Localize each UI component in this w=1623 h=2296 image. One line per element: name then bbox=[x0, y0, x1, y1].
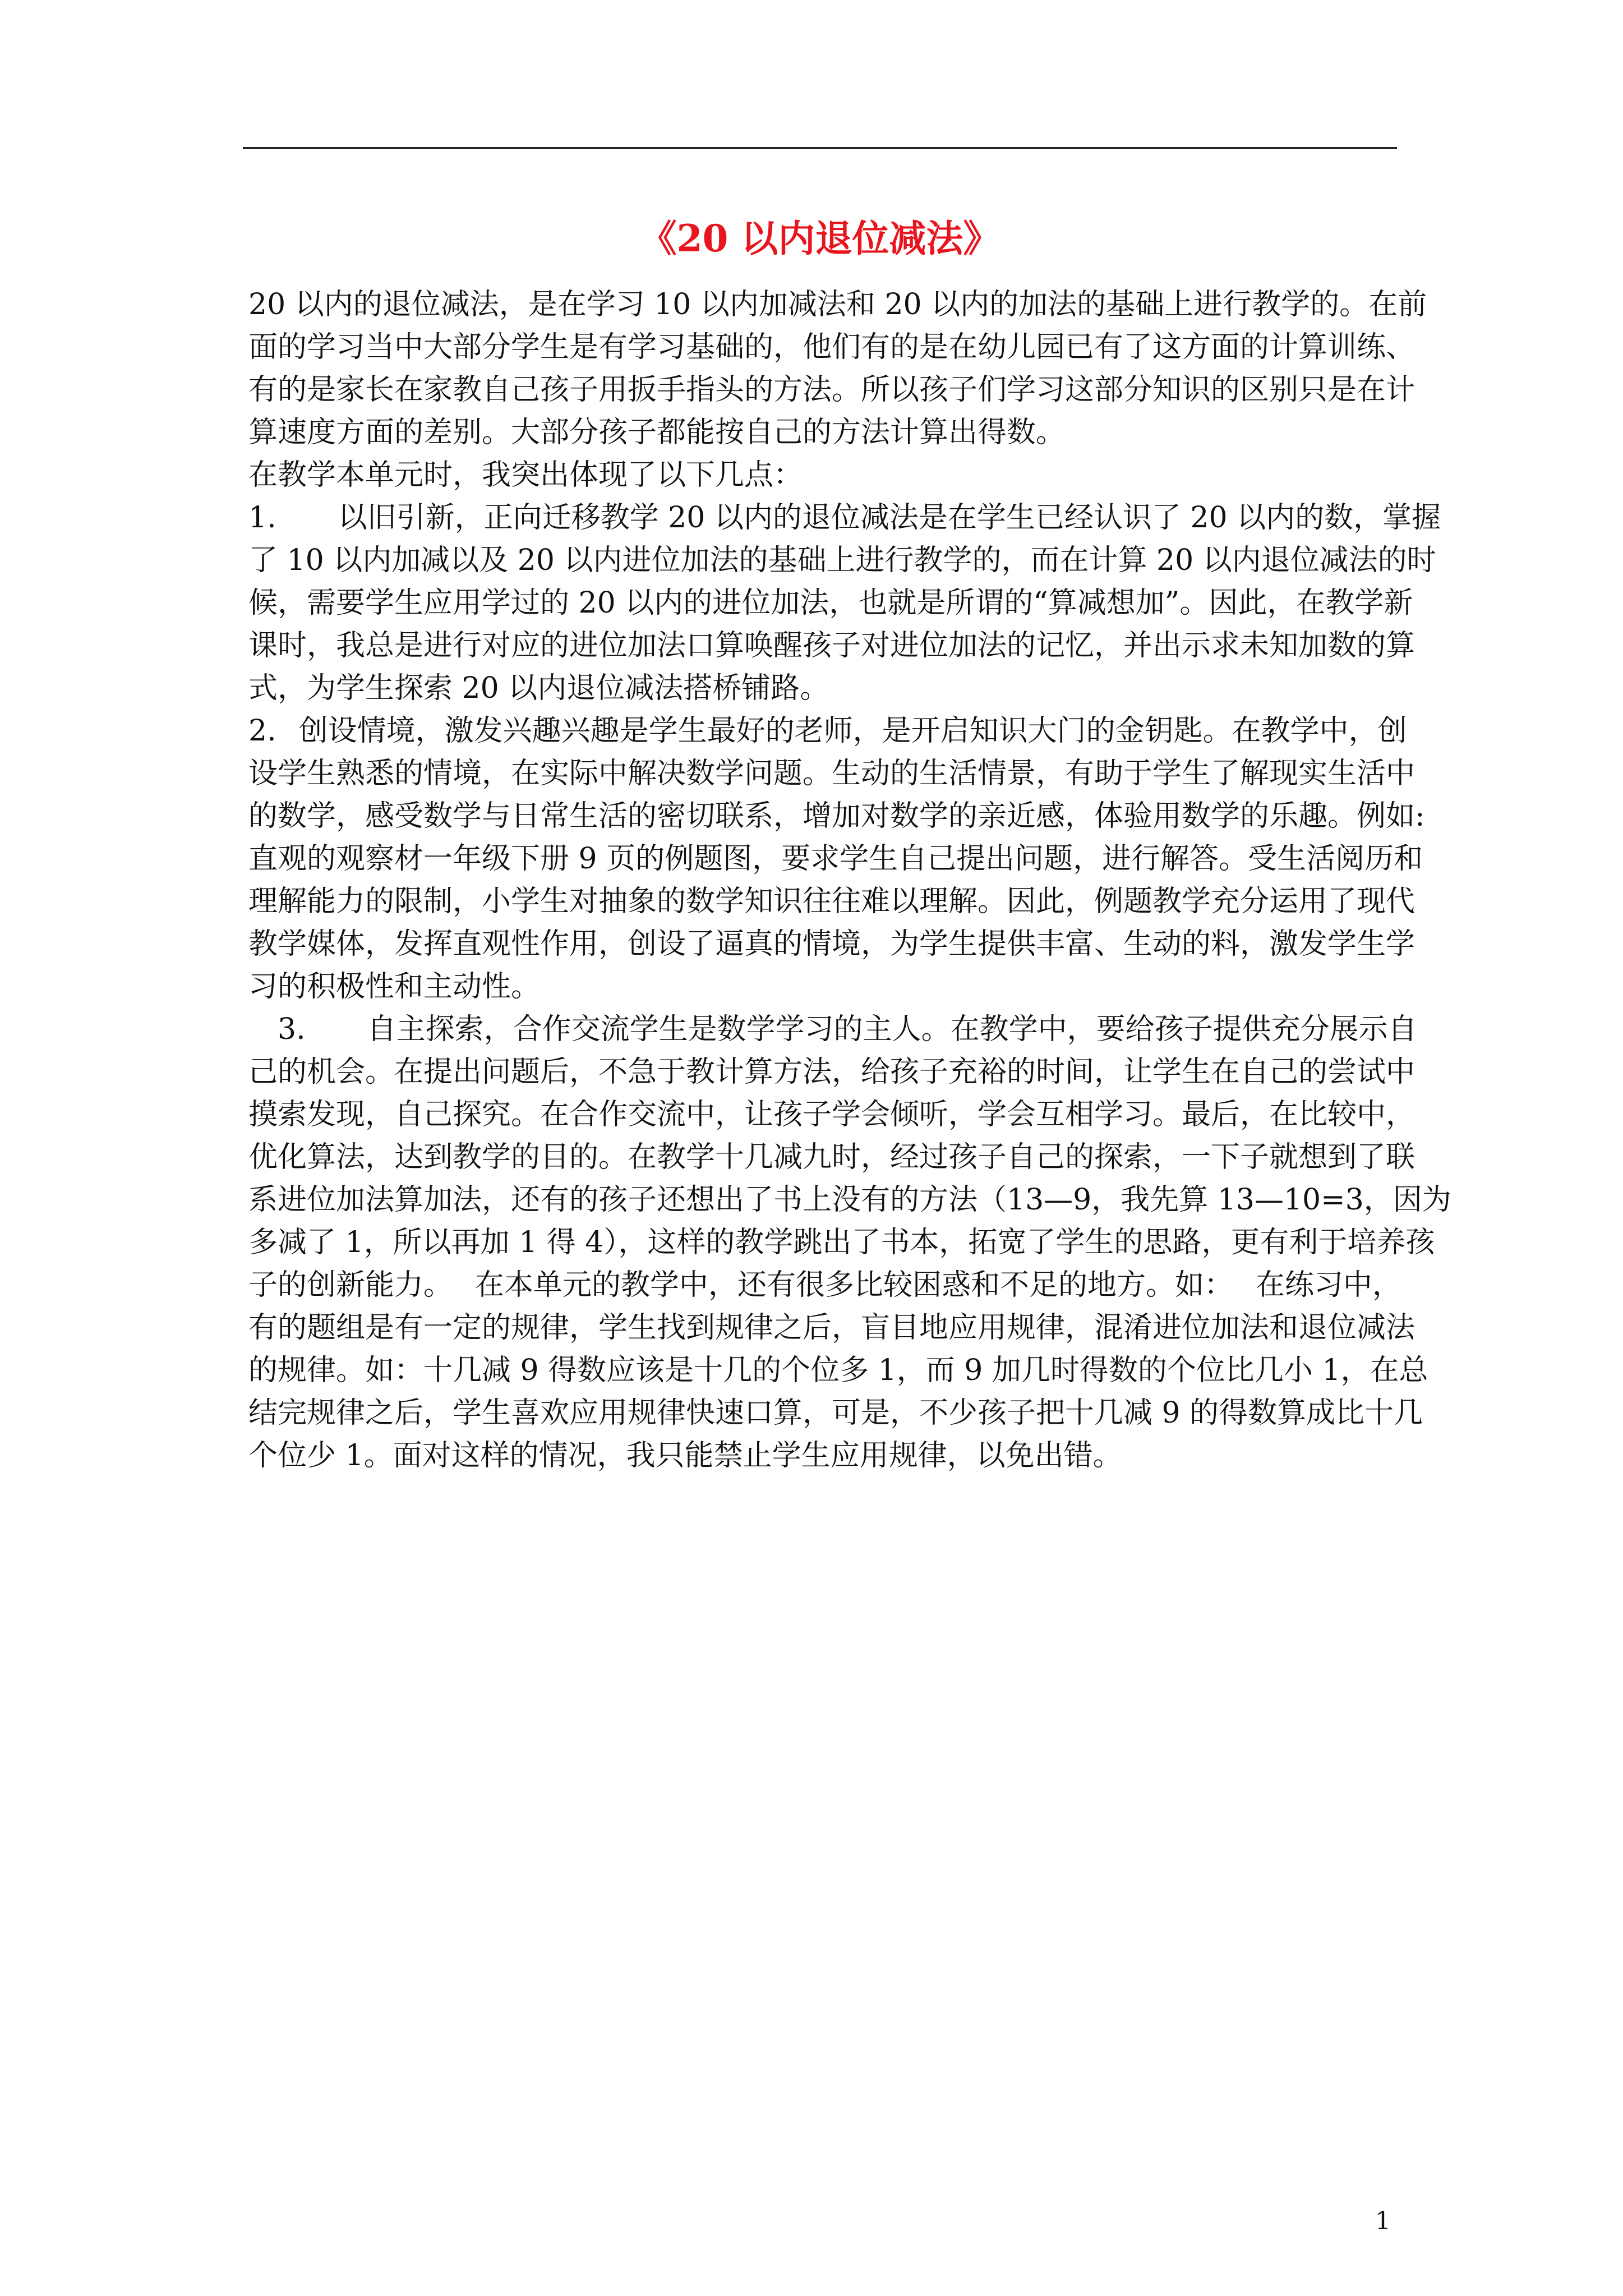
point1-line: 式，为学生探索 20 以内退位减法搭桥铺路。 bbox=[248, 671, 829, 705]
point1-first-line bbox=[248, 496, 1441, 539]
point3-number: 3. bbox=[278, 1013, 306, 1046]
point2-line: 的数学，感受数学与日常生活的密切联系，增加对数学的亲近感，体验用数学的乐趣。例如: bbox=[248, 799, 1425, 833]
document-title: 《20 以内退位减法》 bbox=[639, 217, 1000, 260]
point3-line: 摸索发现，自己探究。在合作交流中，让孩子学会倾听，学会互相学习。最后，在比较中， bbox=[248, 1098, 1415, 1131]
point2-line: 理解能力的限制，小学生对抽象的数学知识往往难以理解。因此，例题教学充分运用了现代 bbox=[248, 885, 1415, 918]
intro-line: 有的是家长在家教自己孩子用扳手指头的方法。所以孩子们学习这部分知识的区别只是在计 bbox=[248, 373, 1415, 407]
point3-line: 多减了 1，所以再加 1 得 4），这样的教学跳出了书本，拓宽了学生的思路，更有利于培养孩 bbox=[248, 1226, 1435, 1259]
page-number: 1 bbox=[1375, 2207, 1391, 2235]
point3-line-part: 在本单元的教学中，还有很多比较困惑和不足的地方。如： bbox=[475, 1268, 1234, 1302]
point2-first-line bbox=[248, 710, 1407, 752]
point2-number: 2. bbox=[248, 714, 276, 748]
point1-line: 以旧引新，正向迁移教学 20 以内的退位减法是在学生已经认识了 20 以内的数，掌握 bbox=[338, 501, 1441, 535]
point3-line: 系进位加法算加法，还有的孩子还想出了书上没有的方法（13—9，我先算 13—10=3，因为 bbox=[248, 1183, 1451, 1217]
point3-line: 的规律。如：十几减 9 得数应该是十几的个位多 1，而 9 加几时得数的个位比几小 1，在总 bbox=[248, 1354, 1428, 1387]
intro-line: 20 以内的退位减法，是在学习 10 以内加减法和 20 以内的加法的基础上进行教学的。在前 bbox=[248, 288, 1427, 321]
intro-line: 算速度方面的差别。大部分孩子都能按自己的方法计算出得数。 bbox=[248, 416, 1066, 449]
point3-mixed-line bbox=[248, 1264, 1402, 1306]
point3-line-part: 在练习中， bbox=[1256, 1268, 1402, 1302]
document-body bbox=[248, 283, 1451, 1477]
point2-line: 教学媒体，发挥直观性作用，创设了逼真的情境，为学生提供丰富、生动的料，激发学生学 bbox=[248, 927, 1415, 961]
point1-line: 了 10 以内加减以及 20 以内进位加法的基础上进行教学的，而在计算 20 以内退位减法的时 bbox=[248, 544, 1436, 577]
point1-line: 候，需要学生应用学过的 20 以内的进位加法，也就是所谓的“算减想加”。因此，在教学新 bbox=[248, 586, 1413, 620]
point3-line-part: 子的创新能力。 bbox=[248, 1268, 453, 1302]
point3-line: 个位少 1。面对这样的情况，我只能禁止学生应用规律，以免出错。 bbox=[248, 1439, 1122, 1473]
point3-line: 结完规律之后，学生喜欢应用规律快速口算，可是，不少孩子把十几减 9 的得数算成比十几 bbox=[248, 1396, 1423, 1430]
point3-line: 优化算法，达到教学的目的。在教学十几减九时，经过孩子自己的探索，一下子就想到了联 bbox=[248, 1140, 1415, 1174]
point2-line: 直观的观察材一年级下册 9 页的例题图，要求学生自己提出问题，进行解答。受生活阅历和 bbox=[248, 842, 1423, 876]
lead-line: 在教学本单元时，我突出体现了以下几点： bbox=[248, 458, 803, 492]
intro-line: 面的学习当中大部分学生是有学习基础的，他们有的是在幼儿园已有了这方面的计算训练、 bbox=[248, 330, 1415, 364]
point2-line: 创设情境，激发兴趣兴趣是学生最好的老师，是开启知识大门的金钥匙。在教学中，创 bbox=[298, 714, 1407, 748]
point3-line: 有的题组是有一定的规律，学生找到规律之后，盲目地应用规律，混淆进位加法和退位减法 bbox=[248, 1311, 1415, 1345]
header-rule bbox=[243, 147, 1397, 149]
point3-first-line bbox=[248, 1008, 1417, 1051]
point2-line: 设学生熟悉的情境，在实际中解决数学问题。生动的生活情景，有助于学生了解现实生活中 bbox=[248, 757, 1415, 790]
point1-number: 1. bbox=[248, 501, 276, 535]
point3-line: 己的机会。在提出问题后，不急于教计算方法，给孩子充裕的时间，让学生在自己的尝试中 bbox=[248, 1055, 1415, 1089]
point2-line: 习的积极性和主动性。 bbox=[248, 970, 541, 1004]
point1-line: 课时，我总是进行对应的进位加法口算唤醒孩子对进位加法的记忆，并出示求未知加数的算 bbox=[248, 629, 1415, 662]
point3-line: 自主探索，合作交流学生是数学学习的主人。在教学中，要给孩子提供充分展示自 bbox=[367, 1013, 1417, 1046]
